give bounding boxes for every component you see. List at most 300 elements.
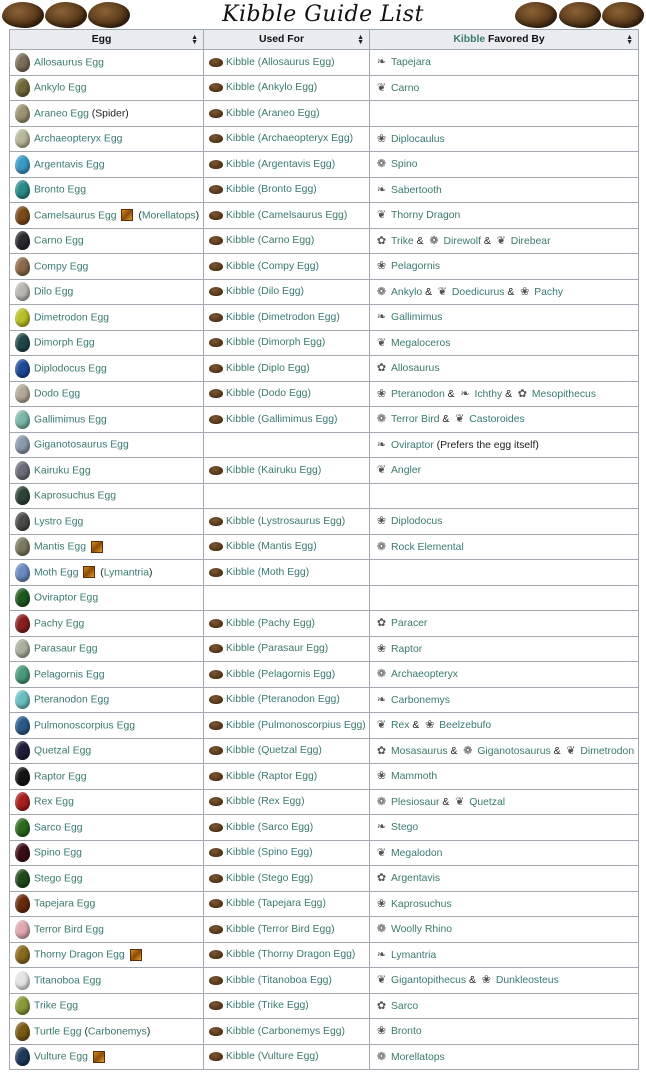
kibble-link[interactable]: Kibble (Kairuku Egg): [226, 464, 322, 476]
favored-by-cell: [370, 177, 639, 203]
creature-link[interactable]: Pteranodon: [391, 388, 445, 400]
creature-link[interactable]: Diplocaulus: [391, 133, 445, 145]
kibble-icon: [209, 568, 223, 577]
kibble-link[interactable]: Kibble (Dodo Egg): [226, 388, 311, 400]
creature-icon: ❀: [376, 897, 387, 910]
used-for-cell: [204, 126, 370, 152]
creature-link[interactable]: Castoroides: [469, 414, 525, 425]
egg-icon: [15, 614, 30, 633]
kibble-link[interactable]: Kibble (Lystrosaurus Egg): [226, 515, 346, 527]
table-row: [10, 152, 639, 178]
favored-by-cell: [370, 662, 639, 688]
used-for-cell: [204, 483, 370, 509]
kibble-icon: [209, 109, 223, 118]
table-header-row: [10, 30, 639, 50]
creature-icon: ✿: [376, 617, 387, 630]
favored-by-cell: [370, 305, 639, 331]
creature-link[interactable]: Kaprosuchus: [391, 898, 452, 910]
creature-icon: ❀: [376, 132, 387, 145]
creature-link[interactable]: Thorny Dragon: [391, 210, 461, 221]
creature-icon: ❀: [376, 770, 387, 783]
kibble-link[interactable]: Kibble (Sarco Egg): [226, 821, 314, 833]
column-header-label: Egg: [91, 34, 112, 45]
kibble-link[interactable]: Kibble (Dimorph Egg): [226, 337, 326, 349]
creature-link[interactable]: Raptor: [391, 643, 423, 655]
creature-link[interactable]: Dimetrodon: [580, 745, 635, 757]
table-row: [10, 305, 639, 331]
egg-link[interactable]: Allosaurus Egg: [34, 57, 104, 68]
egg-link[interactable]: Quetzal Egg: [34, 745, 92, 757]
kibble-link[interactable]: Kibble (Camelsaurus Egg): [226, 209, 348, 221]
egg-icon: [15, 282, 30, 301]
egg-link[interactable]: Stego Egg: [34, 873, 83, 884]
favored-by-cell: [370, 840, 639, 866]
kibble-icon: [209, 134, 223, 143]
kibble-link[interactable]: Kibble (Moth Egg): [226, 566, 310, 578]
kibble-guide-table: [9, 29, 639, 1070]
egg-link[interactable]: Titanoboa Egg: [34, 975, 102, 986]
table-row: [10, 126, 639, 152]
creature-link[interactable]: Spino: [391, 159, 418, 170]
favored-note: &: [480, 235, 494, 247]
creature-link[interactable]: Lymantria: [103, 567, 149, 578]
kibble-link[interactable]: Kibble (Pulmonoscorpius Egg): [226, 719, 366, 731]
used-for-cell: [204, 687, 370, 713]
creature-link[interactable]: Gigantopithecus: [391, 975, 467, 986]
table-row: [10, 509, 639, 535]
kibble-link[interactable]: Kibble (Thorny Dragon Egg): [226, 949, 356, 961]
creature-icon: ❀: [425, 719, 435, 732]
sort-icon[interactable]: ▲ ▼: [626, 34, 633, 46]
used-for-cell: [204, 177, 370, 203]
table-body: [10, 50, 639, 1070]
egg-icon: [15, 792, 30, 811]
kibble-icon: [209, 848, 223, 857]
egg-link[interactable]: Kairuku Egg: [34, 465, 91, 476]
table-row: [10, 611, 639, 637]
kibble-link[interactable]: Kibble (Titanoboa Egg): [226, 974, 332, 986]
creature-icon: ❦: [455, 795, 465, 808]
mutagen-icon: [121, 209, 133, 221]
column-header-egg[interactable]: [10, 30, 204, 50]
creature-link[interactable]: Bronto: [391, 1026, 422, 1037]
creature-link[interactable]: Morellatops: [141, 210, 196, 221]
creature-link[interactable]: Trike: [391, 235, 414, 247]
creature-link[interactable]: Megalodon: [391, 847, 443, 859]
egg-cell: [10, 611, 204, 637]
egg-cell: [10, 152, 204, 178]
creature-icon: ❧: [460, 387, 470, 400]
kibble-link[interactable]: Kibble (Carbonemys Egg): [226, 1025, 345, 1037]
table-row: [10, 560, 639, 586]
egg-link[interactable]: Dimetrodon Egg: [34, 312, 110, 323]
table-row: [10, 75, 639, 101]
favored-by-cell: [370, 636, 639, 662]
used-for-cell: [204, 254, 370, 280]
kibble-icon: [209, 899, 223, 908]
creature-link[interactable]: Archaeopteryx: [391, 669, 458, 680]
used-for-cell: [204, 764, 370, 790]
creature-icon: ❀: [520, 285, 530, 298]
column-header-label: Used For: [258, 34, 305, 45]
creature-icon: ❧: [376, 948, 387, 961]
favored-by-cell: [370, 483, 639, 509]
creature-link[interactable]: Megaloceros: [391, 337, 451, 349]
creature-link[interactable]: Mammoth: [391, 771, 438, 782]
favored-note: &: [439, 414, 453, 425]
creature-link[interactable]: Oviraptor: [391, 439, 434, 451]
used-for-cell: [204, 75, 370, 101]
creature-link[interactable]: Woolly Rhino: [391, 924, 453, 935]
egg-cell: [10, 713, 204, 739]
egg-link[interactable]: Diplodocus Egg: [34, 363, 107, 374]
used-for-cell: [204, 407, 370, 433]
sort-icon[interactable]: ▲ ▼: [357, 34, 364, 46]
egg-link[interactable]: Carno Egg: [34, 235, 84, 247]
used-for-cell: [204, 203, 370, 229]
kibble-link[interactable]: Kibble (Mantis Egg): [226, 541, 317, 553]
egg-icon: [15, 537, 30, 556]
egg-link[interactable]: Argentavis Egg: [34, 159, 105, 170]
egg-link[interactable]: Archaeopteryx Egg: [34, 133, 123, 145]
favored-by-cell: [370, 942, 639, 968]
table-row: [10, 891, 639, 917]
egg-link[interactable]: Rex Egg: [34, 796, 74, 808]
kibble-icon: [209, 772, 223, 781]
creature-link[interactable]: Direwolf: [443, 235, 481, 247]
table-row: [10, 585, 639, 611]
creature-link[interactable]: Rock Elemental: [391, 541, 464, 553]
kibble-icon: [209, 211, 223, 220]
creature-link[interactable]: Tapejara: [391, 57, 431, 68]
kibble-icon: [209, 874, 223, 883]
kibble-link[interactable]: Kibble: [453, 34, 486, 45]
column-header-favored-by[interactable]: [370, 30, 639, 50]
egg-link[interactable]: Kaprosuchus Egg: [34, 490, 117, 502]
kibble-icon: [209, 1001, 223, 1010]
egg-icon: [15, 257, 30, 276]
egg-link[interactable]: Pachy Egg: [34, 618, 85, 629]
egg-link[interactable]: Oviraptor Egg: [34, 592, 99, 604]
creature-icon: ❦: [566, 744, 576, 757]
kibble-link[interactable]: Kibble (Trike Egg): [226, 1000, 309, 1012]
egg-link[interactable]: Araneo Egg: [34, 108, 89, 119]
table-row: [10, 713, 639, 739]
kibble-link[interactable]: Kibble (Quetzal Egg): [226, 745, 322, 757]
kibble-icon: [209, 236, 223, 245]
kibble-link[interactable]: Kibble (Terror Bird Egg): [226, 923, 335, 935]
table-row: [10, 381, 639, 407]
creature-link[interactable]: Mesopithecus: [531, 388, 597, 400]
kibble-link[interactable]: Kibble (Araneo Egg): [226, 107, 320, 119]
egg-link[interactable]: Bronto Egg: [34, 184, 86, 196]
egg-icon: [15, 818, 30, 837]
creature-link[interactable]: Diplodocus: [391, 516, 443, 527]
egg-cell: [10, 942, 204, 968]
creature-link[interactable]: Morellatops: [391, 1051, 445, 1063]
favored-by-cell: [370, 687, 639, 713]
creature-link[interactable]: Plesiosaur: [391, 796, 440, 808]
favored-by-cell: [370, 891, 639, 917]
used-for-cell: [204, 1044, 370, 1070]
egg-link[interactable]: Dimorph Egg: [34, 337, 95, 349]
favored-note: &: [447, 745, 461, 757]
kibble-icon: [209, 746, 223, 755]
page-title: Kibble Guide List: [222, 2, 424, 27]
kibble-icon: [209, 619, 223, 628]
creature-link[interactable]: Gallimimus: [391, 312, 443, 323]
kibble-icon: [209, 262, 223, 271]
used-for-cell: [204, 891, 370, 917]
egg-icon: [15, 53, 30, 72]
table-row: [10, 483, 639, 509]
creature-icon: ✿: [376, 362, 387, 375]
creature-icon: ❧: [376, 56, 387, 69]
table-row: [10, 432, 639, 458]
kibble-link[interactable]: Kibble (Ankylo Egg): [226, 82, 318, 94]
used-for-cell: [204, 356, 370, 382]
creature-link[interactable]: Mosasaurus: [391, 745, 448, 757]
creature-link[interactable]: Rex: [391, 720, 410, 731]
creature-icon: ✿: [376, 744, 387, 757]
creature-link[interactable]: Sarco: [391, 1000, 419, 1012]
egg-cell: [10, 534, 204, 560]
egg-link[interactable]: Ankylo Egg: [34, 82, 87, 94]
kibble-icon: [209, 950, 223, 959]
egg-link[interactable]: Moth Egg: [34, 567, 79, 578]
egg-cell: [10, 177, 204, 203]
kibble-link[interactable]: Kibble (Raptor Egg): [226, 770, 318, 782]
egg-cell: [10, 381, 204, 407]
creature-link[interactable]: Pachy: [534, 286, 564, 298]
egg-link[interactable]: Vulture Egg: [34, 1051, 88, 1063]
creature-link[interactable]: Argentavis: [391, 873, 441, 884]
egg-link[interactable]: Gallimimus Egg: [34, 414, 107, 425]
creature-icon: ❦: [376, 464, 387, 477]
kibble-icon: [209, 823, 223, 832]
egg-cell: [10, 687, 204, 713]
egg-cell: [10, 993, 204, 1019]
table-row: [10, 917, 639, 943]
egg-link[interactable]: Spino Egg: [34, 847, 82, 859]
creature-link[interactable]: Terror Bird: [391, 414, 440, 425]
kibble-link[interactable]: Kibble (Carno Egg): [226, 235, 315, 247]
kibble-link[interactable]: Kibble (Compy Egg): [226, 260, 319, 272]
creature-link[interactable]: Giganotosaurus: [477, 745, 551, 757]
kibble-link[interactable]: Kibble (Vulture Egg): [226, 1051, 319, 1063]
kibble-link[interactable]: Kibble (Stego Egg): [226, 872, 314, 884]
egg-icon: [15, 894, 30, 913]
egg-link[interactable]: Thorny Dragon Egg: [34, 949, 125, 961]
kibble-icon: [209, 389, 223, 398]
creature-link[interactable]: Carno: [391, 82, 420, 94]
egg-icon: [15, 920, 30, 939]
favored-note: (Prefers the egg itself): [433, 439, 539, 451]
kibble-link[interactable]: Kibble (Spino Egg): [226, 847, 313, 859]
favored-by-cell: [370, 585, 639, 611]
creature-icon: ❧: [376, 438, 387, 451]
creature-link[interactable]: Stego: [391, 822, 419, 833]
kibble-link[interactable]: Kibble (Rex Egg): [226, 796, 305, 808]
egg-link[interactable]: Turtle Egg: [34, 1026, 82, 1037]
egg-icon: [15, 512, 30, 531]
creature-icon: ❁: [376, 795, 387, 808]
egg-note: (Spider): [88, 108, 129, 119]
creature-link[interactable]: Direbear: [510, 235, 551, 247]
egg-link[interactable]: Pulmonoscorpius Egg: [34, 720, 136, 731]
egg-cell: [10, 815, 204, 841]
creature-link[interactable]: Ichthy: [474, 388, 503, 400]
creature-link[interactable]: Lymantria: [391, 949, 437, 961]
kibble-link[interactable]: Kibble (Pachy Egg): [226, 617, 315, 629]
used-for-cell: [204, 611, 370, 637]
egg-cell: [10, 585, 204, 611]
kibble-icon: [209, 415, 223, 424]
table-row: [10, 636, 639, 662]
egg-cell: [10, 662, 204, 688]
favored-by-cell: [370, 432, 639, 458]
creature-icon: ❁: [463, 744, 473, 757]
egg-link[interactable]: Raptor Egg: [34, 771, 87, 782]
kibble-link[interactable]: Kibble (Allosaurus Egg): [226, 56, 335, 68]
egg-cell: [10, 50, 204, 76]
egg-cell: [10, 509, 204, 535]
kibble-link[interactable]: Kibble (Tapejara Egg): [226, 898, 326, 910]
kibble-icon: [209, 364, 223, 373]
kibble-icon: [209, 517, 223, 526]
page-header: [0, 0, 646, 30]
kibble-link[interactable]: Kibble (Parasaur Egg): [226, 643, 329, 655]
egg-link[interactable]: Pelagornis Egg: [34, 669, 105, 680]
used-for-cell: [204, 662, 370, 688]
table-row: [10, 407, 639, 433]
egg-cell: [10, 458, 204, 484]
creature-icon: ❦: [376, 209, 387, 222]
creature-icon: ❧: [376, 311, 387, 324]
creature-link[interactable]: Quetzal: [469, 796, 506, 808]
used-for-cell: [204, 840, 370, 866]
egg-link[interactable]: Dilo Egg: [34, 286, 74, 298]
creature-link[interactable]: Angler: [391, 465, 422, 476]
table-row: [10, 458, 639, 484]
creature-link[interactable]: Sabertooth: [391, 184, 442, 196]
egg-icon: [15, 206, 30, 225]
favored-by-cell: [370, 50, 639, 76]
egg-link[interactable]: Compy Egg: [34, 261, 89, 272]
kibble-link[interactable]: Kibble (Dilo Egg): [226, 286, 304, 298]
egg-icon: [15, 690, 30, 709]
favored-by-cell: [370, 1044, 639, 1070]
kibble-link[interactable]: Kibble (Pteranodon Egg): [226, 694, 340, 706]
egg-link[interactable]: Tapejara Egg: [34, 898, 96, 910]
creature-link[interactable]: Carbonemys: [391, 694, 450, 706]
egg-link[interactable]: Terror Bird Egg: [34, 924, 104, 935]
egg-link[interactable]: Pteranodon Egg: [34, 694, 110, 706]
used-for-cell: [204, 432, 370, 458]
used-for-cell: [204, 968, 370, 994]
favored-by-cell: [370, 534, 639, 560]
kibble-link[interactable]: Kibble (Gallimimus Egg): [226, 413, 338, 425]
creature-icon: ❁: [376, 540, 387, 553]
creature-link[interactable]: Paracer: [391, 618, 428, 629]
table-row: [10, 815, 639, 841]
creature-icon: ❀: [481, 974, 491, 987]
creature-link[interactable]: Doedicurus: [451, 286, 505, 298]
creature-icon: ❀: [376, 387, 387, 400]
used-for-cell: [204, 713, 370, 739]
column-header-label: Favored By: [485, 34, 545, 45]
kibble-link[interactable]: Kibble (Diplo Egg): [226, 362, 310, 374]
kibble-link[interactable]: Kibble (Bronto Egg): [226, 184, 317, 196]
column-header-used-for[interactable]: [204, 30, 370, 50]
kibble-icon: [209, 670, 223, 679]
creature-link[interactable]: Pelagornis: [391, 261, 441, 272]
favored-by-cell: [370, 407, 639, 433]
egg-link[interactable]: Mantis Egg: [34, 541, 86, 553]
egg-icon: [15, 435, 30, 454]
mutagen-icon: [93, 1051, 105, 1063]
table-row: [10, 228, 639, 254]
sort-icon[interactable]: ▲ ▼: [191, 34, 198, 46]
creature-link[interactable]: Carbonemys: [87, 1026, 147, 1037]
favored-note: &: [409, 720, 423, 731]
kibble-icon: [209, 721, 223, 730]
egg-cell: [10, 407, 204, 433]
egg-cell: [10, 636, 204, 662]
favored-by-cell: [370, 458, 639, 484]
creature-icon: ❀: [376, 642, 387, 655]
egg-cell: [10, 968, 204, 994]
egg-link[interactable]: Giganotosaurus Egg: [34, 439, 129, 451]
kibble-link[interactable]: Kibble (Argentavis Egg): [226, 158, 336, 170]
table-row: [10, 1044, 639, 1070]
kibble-link[interactable]: Kibble (Dimetrodon Egg): [226, 311, 340, 323]
creature-link[interactable]: Allosaurus: [391, 363, 440, 374]
creature-link[interactable]: Ankylo: [391, 286, 423, 298]
creature-link[interactable]: Dunkleosteus: [495, 975, 559, 986]
egg-link[interactable]: Sarco Egg: [34, 822, 83, 833]
egg-link[interactable]: Dodo Egg: [34, 388, 81, 400]
egg-icon: [15, 741, 30, 760]
creature-link[interactable]: Beelzebufo: [439, 720, 492, 731]
egg-cell: [10, 228, 204, 254]
egg-cell: [10, 483, 204, 509]
kibble-link[interactable]: Kibble (Pelagornis Egg): [226, 668, 336, 680]
kibble-icon: [209, 58, 223, 67]
kibble-icon: [209, 185, 223, 194]
egg-link[interactable]: Trike Egg: [34, 1000, 79, 1012]
egg-link[interactable]: Parasaur Egg: [34, 643, 98, 655]
table-row: [10, 993, 639, 1019]
creature-icon: ✿: [376, 234, 387, 247]
table-row: [10, 534, 639, 560]
creature-icon: ❦: [376, 974, 387, 987]
kibble-icon: [209, 976, 223, 985]
table-row: [10, 50, 639, 76]
kibble-icon: [209, 644, 223, 653]
used-for-cell: [204, 279, 370, 305]
egg-icon: [15, 563, 30, 582]
used-for-cell: [204, 458, 370, 484]
favored-by-cell: [370, 75, 639, 101]
creature-icon: ❦: [376, 81, 387, 94]
egg-link[interactable]: Lystro Egg: [34, 516, 84, 527]
used-for-cell: [204, 917, 370, 943]
used-for-cell: [204, 738, 370, 764]
egg-link[interactable]: Camelsaurus Egg: [34, 210, 117, 221]
kibble-link[interactable]: Kibble (Archaeopteryx Egg): [226, 133, 354, 145]
creature-icon: ❦: [376, 336, 387, 349]
